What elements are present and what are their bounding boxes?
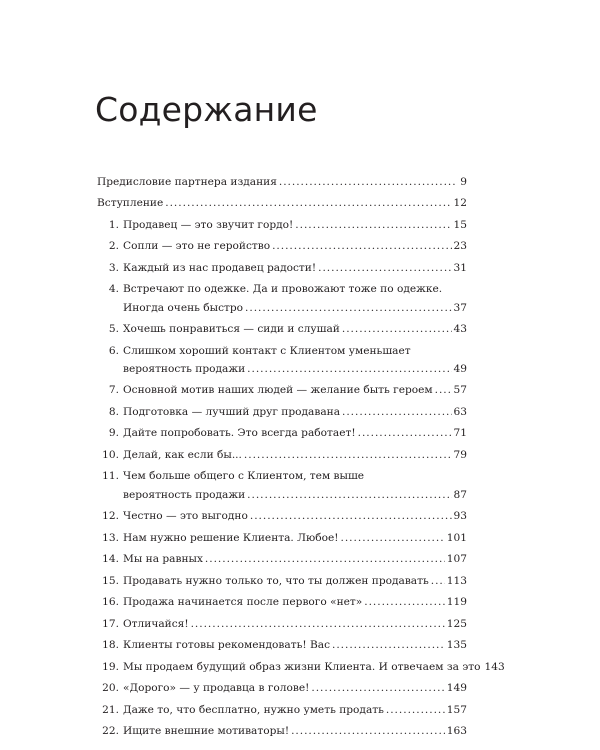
toc-entry-page: 31 (453, 261, 467, 274)
toc-entry-page: 43 (453, 323, 467, 336)
toc-entry[interactable] (97, 507, 467, 525)
toc-entry-page: 37 (453, 301, 467, 314)
toc-entry-title: Делай, как если бы... (123, 448, 242, 461)
toc-entry-page: 93 (453, 510, 467, 523)
toc-entry-title: Предисловие партнера издания (97, 176, 277, 188)
toc-entry[interactable] (97, 194, 467, 212)
toc-leader-dots (431, 572, 445, 590)
toc-entry-number: 16. (102, 596, 119, 609)
toc-leader-dots (358, 424, 452, 442)
toc-entry-number: 19. (102, 660, 119, 673)
toc-entry-number: 15. (102, 574, 119, 587)
toc-entry-number: 17. (102, 617, 119, 630)
toc-entry-title: Продавать нужно только то, что ты должен продавать (123, 574, 429, 587)
toc-entry[interactable] (97, 216, 467, 234)
toc-entry-number: 13. (102, 531, 119, 544)
toc-leader-dots (247, 360, 451, 378)
toc-entry-number: 8. (108, 405, 119, 418)
toc-leader-dots (342, 320, 452, 338)
toc-leader-dots (205, 550, 445, 568)
toc-entry-number: 3. (108, 261, 119, 274)
toc-entry-page: 87 (453, 488, 467, 501)
toc-leader-dots (244, 446, 452, 464)
toc-entry-number: 11. (102, 470, 119, 483)
toc-entry-number: 22. (102, 725, 119, 738)
toc-spacer (97, 740, 467, 743)
toc-entry-page: 9 (460, 176, 467, 188)
toc-entry-number: 18. (102, 639, 119, 652)
toc-entry[interactable] (97, 529, 467, 547)
toc-leader-dots (311, 679, 444, 697)
toc-entry[interactable] (97, 446, 467, 464)
toc-entry-title: Честно — это выгодно (123, 510, 248, 523)
toc-entry-title: Даже то, что бесплатно, нужно уметь продать (123, 703, 384, 716)
toc-entry-page: 63 (453, 405, 467, 418)
toc-leader-dots (250, 507, 452, 525)
toc-entry-page: 12 (453, 197, 467, 210)
toc-entry[interactable] (97, 679, 467, 697)
toc-entry-page: 135 (446, 639, 467, 652)
toc-entry[interactable] (97, 320, 467, 338)
toc-entry-title: Вступление (97, 197, 164, 210)
toc-entry-number: 10. (102, 448, 119, 461)
toc-entry-number: 12. (102, 510, 119, 523)
toc-entry-page: 71 (453, 427, 467, 440)
toc-leader-dots (279, 173, 455, 191)
toc-entry-page: 113 (446, 574, 467, 587)
toc-entry-number: 21. (102, 703, 119, 716)
table-of-contents (97, 173, 505, 744)
toc-entry[interactable] (97, 701, 467, 719)
toc-leader-dots (318, 259, 451, 277)
toc-entry[interactable] (97, 467, 467, 504)
toc-entry-number: 2. (108, 240, 119, 253)
page-title: Содержание (95, 90, 318, 129)
toc-entry-number: 4. (108, 283, 119, 296)
toc-entry-title: Хочешь понравиться — сиди и слушай (123, 323, 340, 336)
toc-entry[interactable] (97, 722, 467, 740)
toc-entry[interactable] (97, 572, 467, 590)
toc-entry-page: 163 (446, 725, 467, 738)
toc-entry-title-continued: Иногда очень быстро (123, 301, 244, 314)
toc-entry-number: 1. (108, 218, 119, 231)
toc-entry-page: 15 (453, 218, 467, 231)
toc-leader-dots (291, 722, 445, 740)
toc-entry[interactable] (97, 658, 505, 676)
toc-leader-dots (191, 615, 445, 633)
toc-entry[interactable] (97, 424, 467, 442)
toc-leader-dots (342, 403, 452, 421)
toc-entry[interactable] (97, 173, 467, 191)
toc-leader-dots (364, 593, 445, 611)
toc-entry-title: Встречают по одежке. Да и провожают тоже по одежке. (123, 283, 443, 296)
toc-entry-title: Чем больше общего с Клиентом, тем выше (123, 470, 365, 483)
toc-entry-number: 14. (102, 553, 119, 566)
toc-leader-dots (295, 216, 451, 234)
toc-entry[interactable] (97, 636, 467, 654)
toc-entry[interactable] (97, 615, 467, 633)
toc-entry-page: 149 (446, 682, 467, 695)
toc-entry-title: Каждый из нас продавец радости! (123, 261, 317, 274)
toc-entry-title: «Дорого» — у продавца в голове! (123, 682, 310, 695)
toc-entry-title: Мы продаем будущий образ жизни Клиента. И отвечаем за это (123, 660, 481, 673)
toc-entry[interactable] (97, 403, 467, 421)
toc-entry[interactable] (97, 381, 467, 399)
toc-entry-title-continued: вероятность продажи (123, 362, 246, 375)
toc-leader-dots (435, 381, 452, 399)
toc-entry-page: 101 (446, 531, 467, 544)
toc-entry[interactable] (97, 280, 467, 317)
toc-entry-page: 49 (453, 362, 467, 375)
toc-entry-title-continued: вероятность продажи (123, 488, 246, 501)
toc-entry-title: Отличайся! (123, 617, 189, 630)
toc-leader-dots (245, 299, 451, 317)
toc-leader-dots (386, 701, 445, 719)
toc-entry-page: 107 (446, 553, 467, 566)
toc-entry-number: 5. (108, 323, 119, 336)
toc-entry[interactable] (97, 259, 467, 277)
toc-entry-page: 143 (484, 660, 505, 673)
toc-entry-title: Клиенты готовы рекомендовать! Вас (123, 639, 330, 652)
toc-entry-title: Продавец — это звучит гордо! (123, 218, 294, 231)
toc-entry-title: Основной мотив наших людей — желание быть героем (123, 384, 433, 397)
toc-entry-page: 125 (446, 617, 467, 630)
toc-entry-title: Нам нужно решение Клиента. Любое! (123, 531, 339, 544)
toc-entry-page: 57 (453, 384, 467, 397)
toc-leader-dots (165, 194, 451, 212)
toc-entry[interactable] (97, 593, 467, 611)
toc-entry-title: Продажа начинается после первого «нет» (123, 596, 363, 609)
toc-leader-dots (332, 636, 445, 654)
toc-leader-dots (247, 486, 451, 504)
toc-entry-title: Слишком хороший контакт с Клиентом уменьшает (123, 344, 411, 357)
toc-entry-page: 119 (446, 596, 467, 609)
toc-entry-number: 9. (108, 427, 119, 440)
toc-entry-title: Дайте попробовать. Это всегда работает! (123, 427, 356, 440)
toc-entry[interactable] (97, 237, 467, 255)
toc-entry-title: Мы на равных (123, 553, 203, 566)
toc-leader-dots (272, 237, 451, 255)
toc-entry-title: Ищите внешние мотиваторы! (123, 725, 290, 738)
toc-entry-page: 79 (453, 448, 467, 461)
toc-entry-number: 20. (102, 682, 119, 695)
toc-entry-title: Сопли — это не геройство (123, 240, 271, 253)
toc-entry[interactable] (97, 550, 467, 568)
toc-entry-title: Подготовка — лучший друг продавана (123, 405, 341, 418)
toc-entry[interactable] (97, 342, 467, 379)
toc-entry-number: 6. (108, 344, 119, 357)
toc-entry-page: 23 (453, 240, 467, 253)
toc-entry-number: 7. (108, 384, 119, 397)
toc-leader-dots (341, 529, 445, 547)
toc-entry-page: 157 (446, 703, 467, 716)
